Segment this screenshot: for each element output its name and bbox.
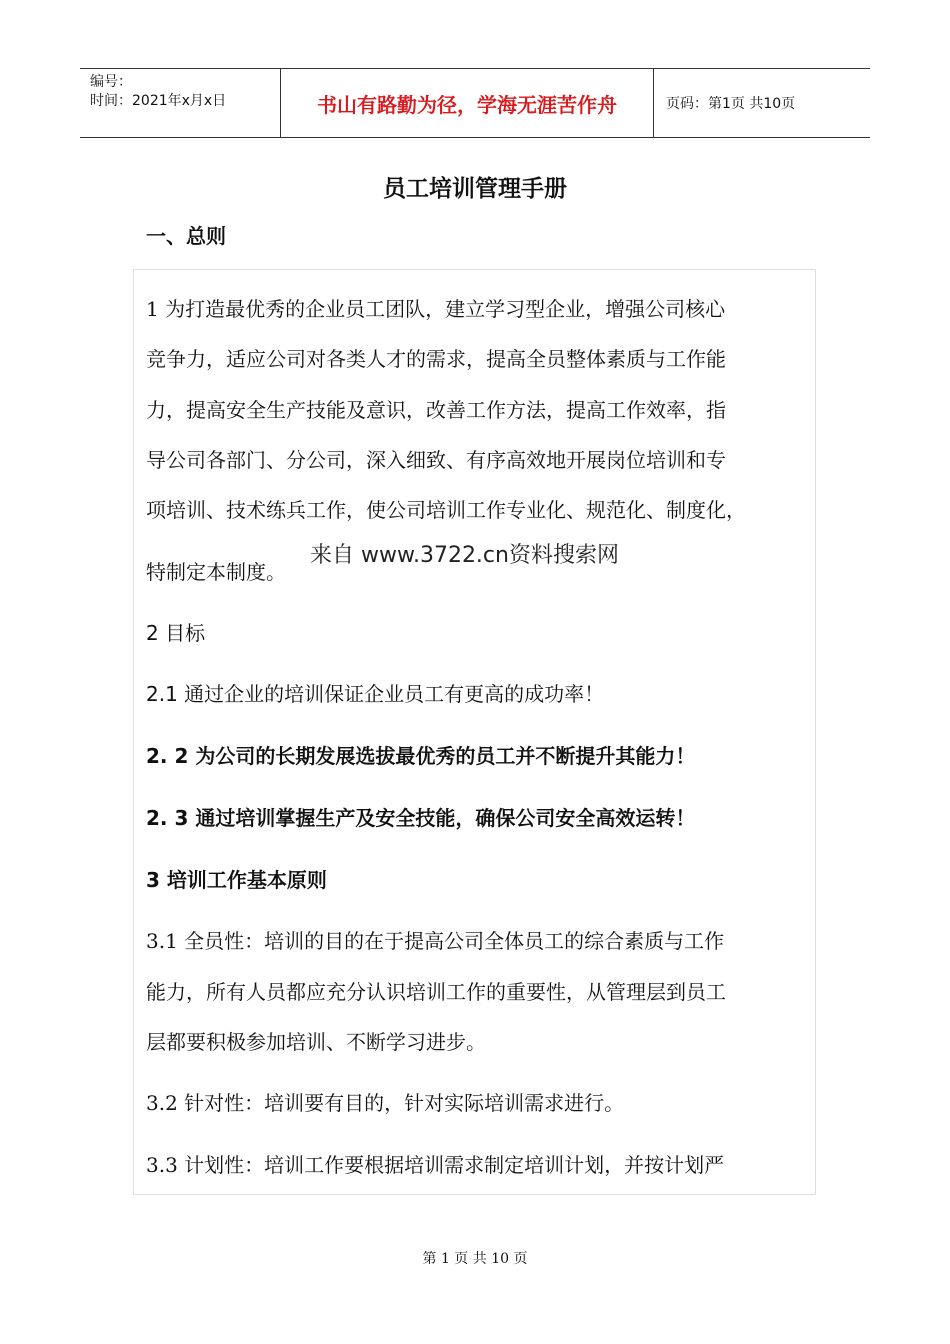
body-line: 竞争力，适应公司对各类人才的需求，提高全员整体素质与工作能 [146, 347, 726, 371]
body-line: 3.1 全员性：培训的目的在于提高公司全体员工的综合素质与工作 [146, 929, 725, 953]
goal-heading: 2 目标 [146, 621, 206, 645]
page-footer: 第 1 页 共 10 页 [422, 1251, 528, 1267]
goal-item: 2.1 通过企业的培训保证企业员工有更高的成功率！ [146, 682, 605, 706]
body-line: 导公司各部门、分公司，深入细致、有序高效地开展岗位培训和专 [146, 448, 726, 472]
body-line: 3.2 针对性：培训要有目的，针对实际培训需求进行。 [146, 1091, 625, 1115]
goal-item: 2. 2 为公司的长期发展选拔最优秀的员工并不断提升其能力！ [146, 744, 696, 768]
body-line: 层都要积极参加培训、不断学习进步。 [146, 1030, 486, 1054]
watermark: 来自 www.3722.cn资料搜索网 [310, 543, 619, 568]
body-line: 3.3 计划性：培训工作要根据培训需求制定培训计划，并按计划严 [146, 1153, 725, 1177]
header-table [80, 68, 870, 138]
body-line: 特制定本制度。 [146, 560, 286, 584]
goal-item: 2. 3 通过培训掌握生产及安全技能，确保公司安全高效运转！ [146, 806, 696, 830]
number-label: 编号： [90, 74, 132, 90]
body-line: 能力，所有人员都应充分认识培训工作的重要性，从管理层到员工 [146, 980, 726, 1004]
time-label: 时间：2021年x月x日 [90, 93, 227, 109]
document-title: 员工培训管理手册 [383, 176, 567, 202]
header-meta-cell [80, 69, 281, 137]
body-line: 项培训、技术练兵工作，使公司培训工作专业化、规范化、制度化， [146, 498, 746, 522]
principle-heading: 3 培训工作基本原则 [146, 868, 327, 892]
body-line: 1 为打造最优秀的企业员工团队，建立学习型企业，增强公司核心 [146, 297, 726, 321]
page-info: 页码：第1页 共10页 [666, 96, 796, 112]
body-line: 力，提高安全生产技能及意识，改善工作方法，提高工作效率，指 [146, 398, 726, 422]
motto: 书山有路勤为径，学海无涯苦作舟 [281, 69, 654, 137]
section-heading: 一、总则 [146, 224, 226, 248]
